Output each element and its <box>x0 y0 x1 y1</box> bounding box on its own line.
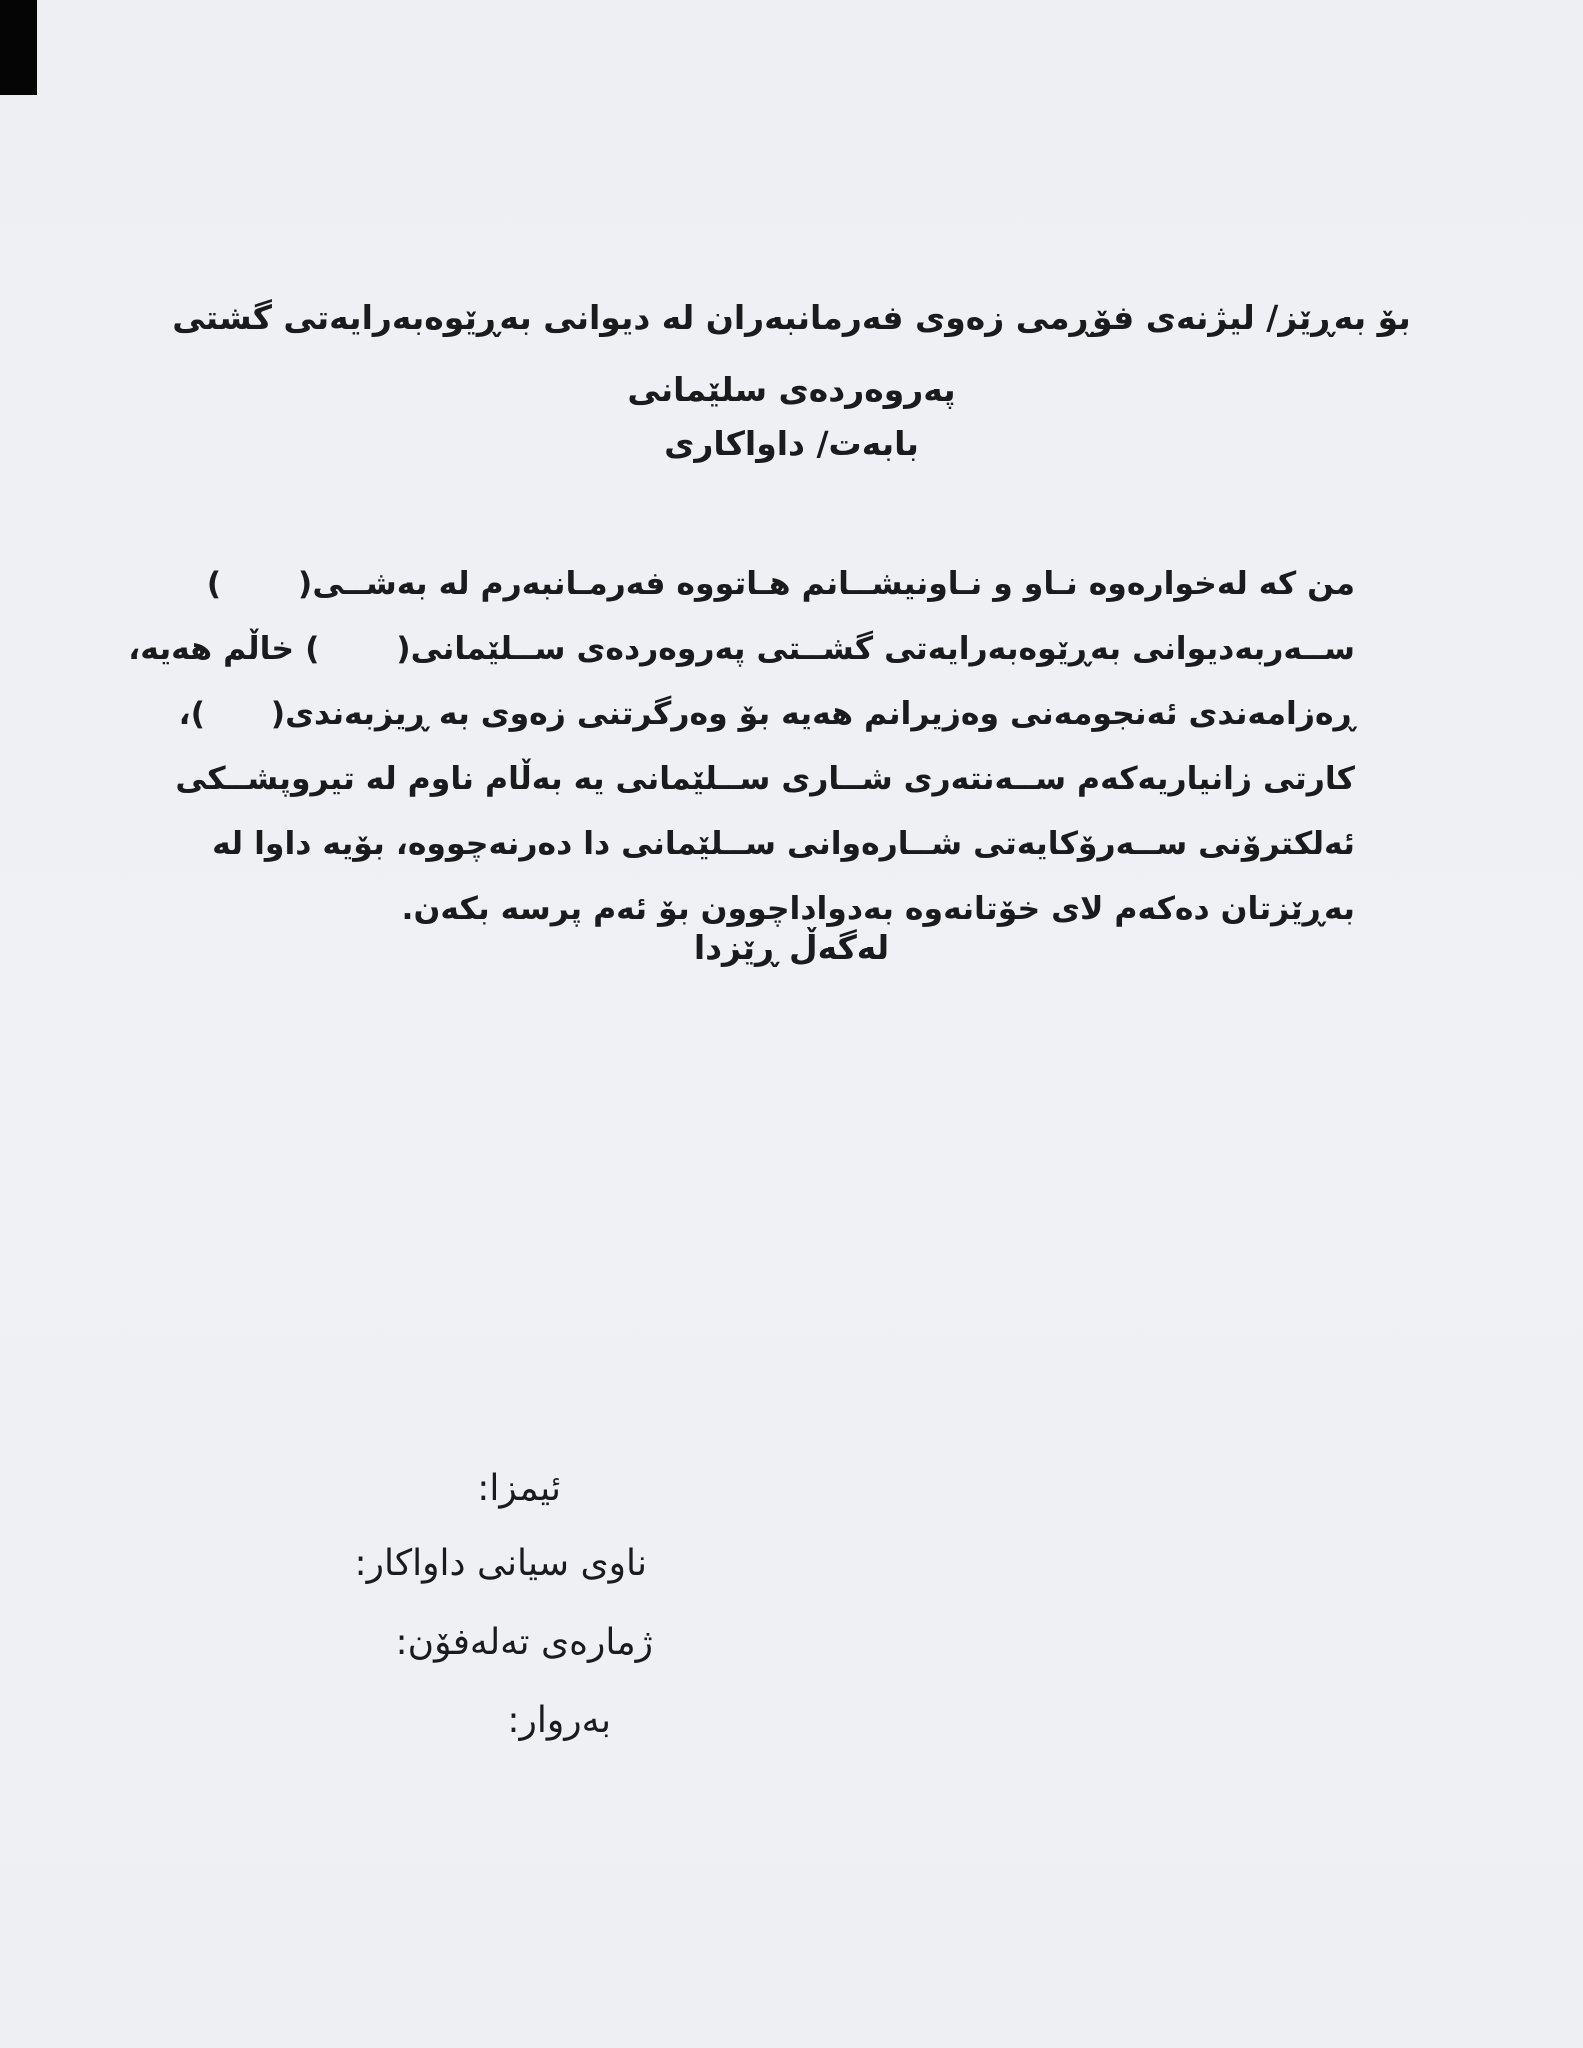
body-line-5: ئەلكترۆنی ســەرۆكایەتی شــارەوانی ســلێمانی دا دەرنەچووە، بۆیە داوا لە <box>212 826 1355 862</box>
body-line-2: ســەربەدیوانی بەڕێوەبەرایەتی گشــتی پەروەردەی ســلێمانی( ) خاڵم هەیە، <box>128 631 1355 667</box>
letter-title-line2: پەروەردەی سلێمانی <box>627 370 956 409</box>
applicant-name-field-label: ناوی سیانی داواكار: <box>354 1543 647 1584</box>
closing-salutation: لەگەڵ ڕێزدا <box>693 928 890 967</box>
subject-line: بابەت/ داواكاری <box>664 424 919 463</box>
phone-number-field-label: ژمارەی تەلەفۆن: <box>395 1622 653 1663</box>
body-line-1: من كە لەخوارەوە نـاو و نـاونیشــانم هـاتووە فەرمـانبەرم لە بەشــی( ) <box>206 566 1355 602</box>
body-line-4: كارتی زانیاریەكەم ســەنتەری شــاری ســلێمانی یە بەڵام ناوم لە تیروپشــكی <box>175 761 1355 797</box>
letter-title-line1: بۆ بەڕێز/ لیژنەی فۆڕمی زەوی فەرمانبەران لە دیوانی بەڕێوەبەرایەتی گشتی <box>172 298 1411 337</box>
signature-field-label: ئیمزا: <box>477 1468 561 1509</box>
scanner-edge-artifact <box>0 0 37 95</box>
body-line-6: بەڕێزتان دەكەم لای خۆتانەوە بەدواداچوون بۆ ئەم پرسە بكەن. <box>401 891 1355 927</box>
letter-title <box>160 282 1423 426</box>
letter-body <box>128 552 1355 942</box>
body-line-3: ڕەزامەندی ئەنجومەنی وەزیرانم هەیە بۆ وەرگرتنی زەوی بە ڕیزبەندی( )، <box>178 696 1355 732</box>
date-field-label: بەروار: <box>507 1700 611 1741</box>
